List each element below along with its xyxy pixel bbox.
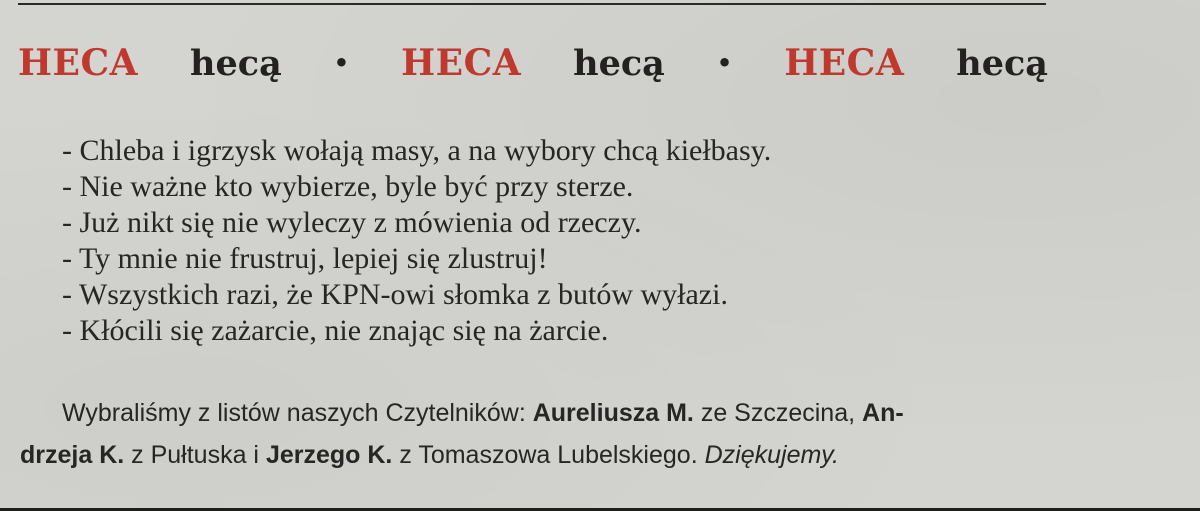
- heca-word: HECA: [784, 42, 905, 84]
- reader-town: ze Szczecina,: [693, 399, 863, 427]
- reader-town: z Tomaszowa Lubelskiego.: [392, 441, 705, 469]
- heca-lower-word: hecą: [573, 42, 665, 84]
- reader-name: Aureliusza M.: [532, 399, 694, 427]
- saying-line: - Wszystkich razi, że KPN-owi słomka z butów wyłazi.: [62, 278, 728, 311]
- saying-line: - Chleba i igrzysk wołają masy, a na wybory chcą kiełbasy.: [62, 134, 772, 167]
- thanks-text: Dziękujemy.: [704, 441, 839, 469]
- credits-intro: Wybraliśmy z listów naszych Czytelników:: [62, 399, 533, 427]
- heca-lower-word: hecą: [190, 42, 282, 84]
- bullet-separator: •: [333, 49, 350, 77]
- saying-line: - Kłócili się zażarcie, nie znając się na żarcie.: [62, 314, 609, 347]
- heca-banner: [18, 38, 1048, 88]
- heca-word: HECA: [18, 42, 139, 84]
- credits-line-1: [20, 392, 1040, 434]
- saying-line: - Już nikt się nie wyleczy z mówienia od rzeczy.: [62, 206, 642, 239]
- saying-line: - Nie ważne kto wybierze, byle być przy sterze.: [62, 170, 634, 203]
- reader-name: Jerzego K.: [265, 441, 393, 469]
- saying-line: - Ty mnie nie frustruj, lepiej się zlustruj!: [62, 242, 548, 275]
- heca-lower-word: hecą: [956, 42, 1048, 84]
- reader-town: z Pułtuska i: [124, 441, 266, 469]
- credits-line-2: [20, 434, 1040, 476]
- sayings-list: [62, 133, 1162, 349]
- reader-name: drzeja K.: [20, 441, 125, 469]
- heca-word: HECA: [401, 42, 522, 84]
- credits-paragraph: [20, 392, 1040, 476]
- top-rule: [18, 3, 1046, 5]
- reader-name: An-: [862, 399, 904, 427]
- bullet-separator: •: [716, 49, 733, 77]
